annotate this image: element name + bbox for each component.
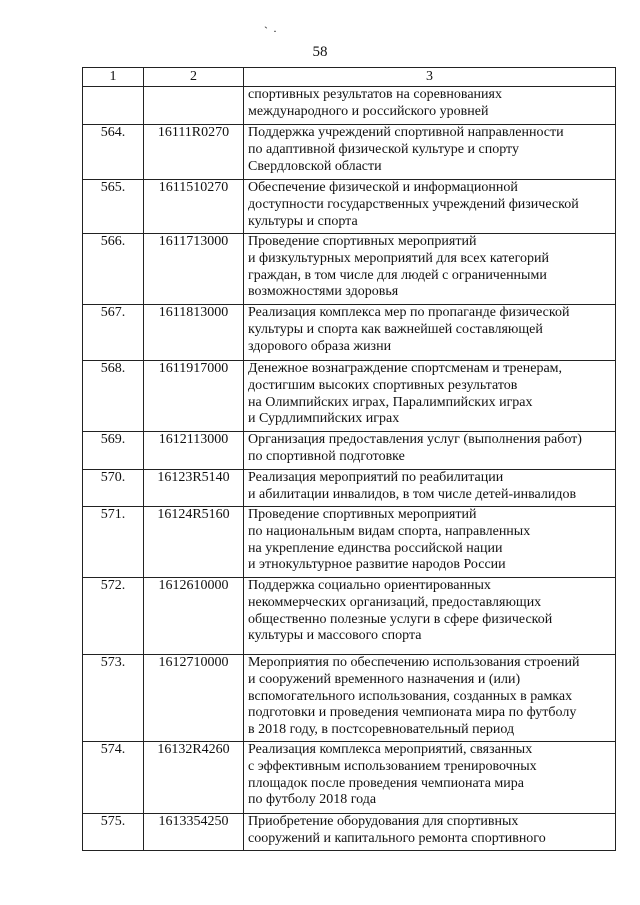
description-line: и сооружений временного назначения и (или) [248,671,521,687]
row-description [244,814,616,851]
description-line: вспомогательного использования, созданных в рамках [248,688,573,704]
table-row [83,180,616,234]
row-code: 1612610000 [144,578,244,655]
table-row [83,305,616,361]
description-line: культуры и спорта [248,213,358,229]
row-description [244,234,616,305]
row-number: 567. [83,305,144,361]
description-line: и этнокультурное развитие народов России [248,557,506,573]
row-number: 570. [83,470,144,507]
description-line: по спортивной подготовке [248,448,405,464]
description-line: подготовки и проведения чемпионата мира по футболу [248,705,577,721]
description-line: Реализация комплекса мер по пропаганде физической [248,305,570,320]
description-line: Проведение спортивных мероприятий [248,507,477,522]
table-row [83,361,616,432]
description-line: спортивных результатов на соревнованиях [248,87,502,102]
description-line: Проведение спортивных мероприятий [248,234,477,249]
row-code: 1611713000 [144,234,244,305]
description-line: с эффективным использованием тренировочных [248,758,537,774]
table-row [83,507,616,578]
row-number: 568. [83,361,144,432]
table-row [83,432,616,470]
row-code: 1611510270 [144,180,244,234]
description-line: Мероприятия по обеспечению использования строений [248,655,580,670]
row-number: 565. [83,180,144,234]
description-line: Организация предоставления услуг (выполнения работ) [248,432,582,447]
table-row [83,655,616,742]
row-number: 574. [83,742,144,814]
description-line: и Сурдлимпийских играх [248,411,400,427]
row-number: 564. [83,125,144,180]
description-line: и абилитации инвалидов, в том числе детей-инвалидов [248,486,577,502]
column-header-3: 3 [244,68,616,87]
top-mark: ` · [264,24,278,38]
row-description [244,361,616,432]
description-line: достигшим высоких спортивных результатов [248,377,518,393]
row-description [244,180,616,234]
description-line: Приобретение оборудования для спортивных [248,814,519,829]
row-description [244,578,616,655]
description-line: и физкультурных мероприятий для всех категорий [248,250,549,266]
table-row [83,234,616,305]
description-line: Реализация комплекса мероприятий, связанных [248,742,533,757]
row-number: 573. [83,655,144,742]
description-line: здорового образа жизни [248,338,392,354]
description-line: по национальным видам спорта, направленных [248,523,531,539]
row-code [144,87,244,125]
row-number: 566. [83,234,144,305]
row-description [244,507,616,578]
row-description [244,742,616,814]
description-line: культуры и массового спорта [248,628,422,644]
table-row [83,578,616,655]
description-line: Реализация мероприятий по реабилитации [248,470,504,485]
row-description [244,305,616,361]
row-number: 572. [83,578,144,655]
description-line: Свердловской области [248,158,382,174]
table-row [83,87,616,125]
page-number: 58 [312,44,328,60]
row-code: 16111R0270 [144,125,244,180]
column-header-1: 1 [83,68,144,87]
description-line: международного и российского уровней [248,103,489,119]
description-line: сооружений и капитального ремонта спортивного [248,830,546,846]
row-code: 16123R5140 [144,470,244,507]
row-description [244,432,616,470]
row-code: 1611917000 [144,361,244,432]
row-number: 575. [83,814,144,851]
description-line: площадок после проведения чемпионата мира [248,775,524,791]
row-code: 1612113000 [144,432,244,470]
row-number: 569. [83,432,144,470]
table-row [83,125,616,180]
row-description [244,655,616,742]
description-line: общественно полезные услуги в сфере физической [248,611,553,627]
table-row [83,814,616,851]
row-description [244,470,616,507]
table-row [83,742,616,814]
budget-classification-table [82,67,616,851]
description-line: Поддержка социально ориентированных [248,578,491,593]
row-number [83,87,144,125]
description-line: по адаптивной физической культуре и спорту [248,141,519,157]
description-line: на укрепление единства российской нации [248,540,503,556]
description-line: по футболу 2018 года [248,792,377,808]
row-code: 1613354250 [144,814,244,851]
table-header-row [83,68,616,87]
row-description [244,87,616,125]
table-row [83,470,616,507]
row-code: 16124R5160 [144,507,244,578]
description-line: некоммерческих организаций, предоставляющих [248,594,542,610]
row-code: 1612710000 [144,655,244,742]
description-line: на Олимпийских играх, Паралимпийских играх [248,394,533,410]
description-line: возможностями здоровья [248,284,399,300]
description-line: в 2018 году, в постсоревновательный период [248,722,515,738]
row-code: 1611813000 [144,305,244,361]
description-line: доступности государственных учреждений физической [248,196,579,212]
description-line: Поддержка учреждений спортивной направленности [248,125,564,140]
description-line: культуры и спорта как важнейшей составляющей [248,321,543,337]
row-code: 16132R4260 [144,742,244,814]
description-line: граждан, в том числе для людей с ограниченными [248,267,547,283]
row-description [244,125,616,180]
row-number: 571. [83,507,144,578]
description-line: Обеспечение физической и информационной [248,180,518,195]
column-header-2: 2 [144,68,244,87]
description-line: Денежное вознаграждение спортсменам и тренерам, [248,361,563,376]
